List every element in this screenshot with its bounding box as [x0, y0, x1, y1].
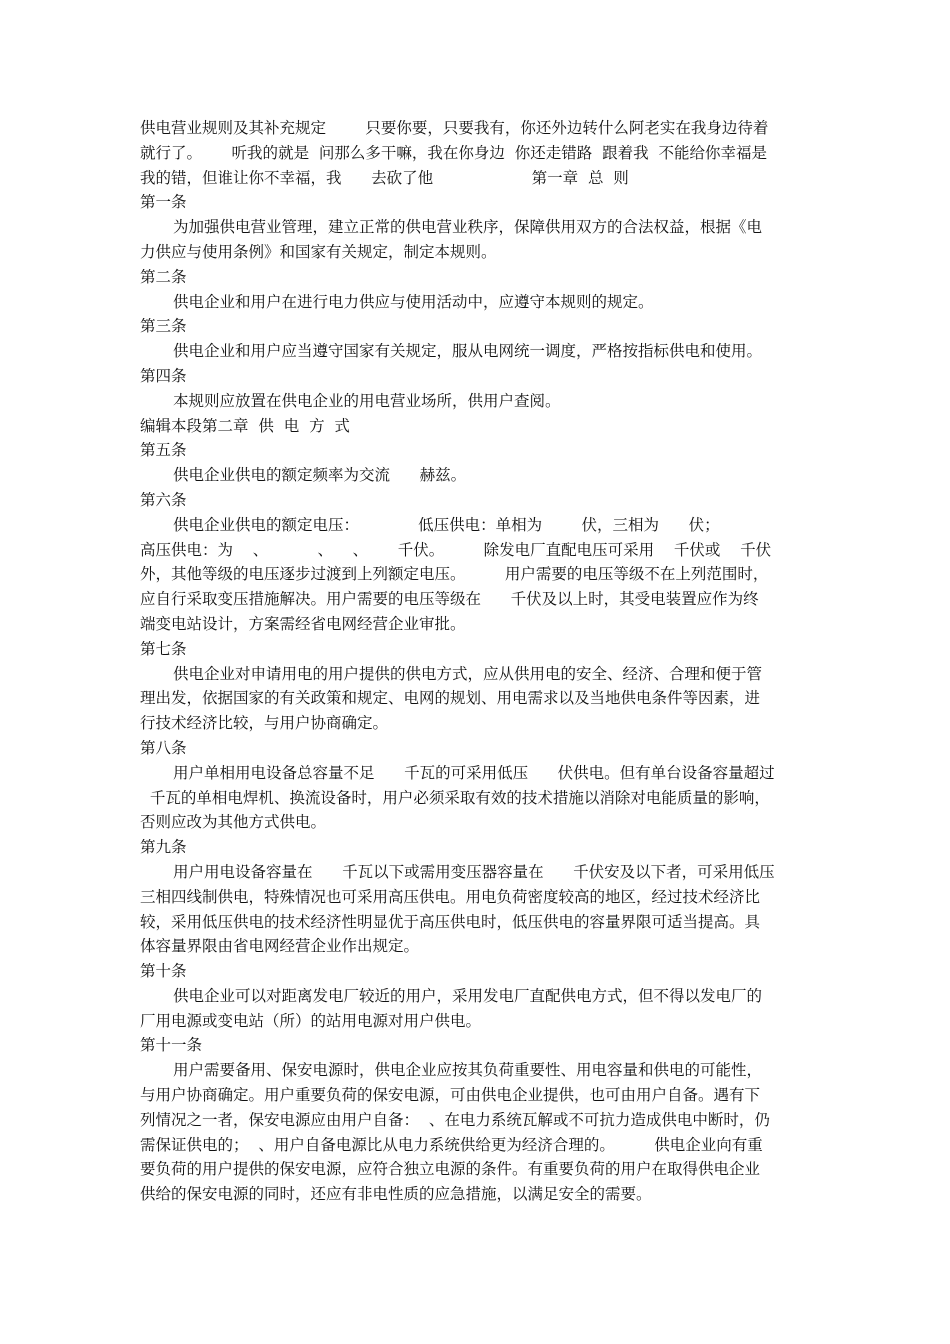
text-line: 用户单相用电设备总容量不足 千瓦的可采用低压 伏供电。但有单台设备容量超过: [173, 763, 775, 782]
text-line: 体容量界限由省电网经营企业作出规定。: [140, 937, 420, 956]
text-line: 为加强供电营业管理，建立正常的供电营业秩序，保障供用双方的合法权益，根据《电: [173, 218, 763, 237]
article-heading: 第八条: [140, 738, 187, 757]
text-line: 供电企业对申请用电的用户提供的供电方式，应从供用电的安全、经济、合理和便于管: [173, 664, 763, 683]
text-line: 需保证供电的； 、用户自备电源比从电力系统供给更为经济合理的。 供电企业向有重: [140, 1135, 763, 1154]
text-line: 供电营业规则及其补充规定 只要你要，只要我有，你还外边转什么阿老实在我身边待着: [140, 119, 769, 137]
document-page: [140, 116, 812, 1207]
text-line: 本规则应放置在供电企业的用电营业场所，供用户查阅。: [173, 391, 561, 410]
text-line: 列情况之一者，保安电源应由用户自备： 、在电力系统瓦解或不可抗力造成供电中断时，仍: [140, 1110, 770, 1129]
text-line: 供电企业供电的额定频率为交流 赫兹。: [173, 466, 467, 485]
text-line: 外，其他等级的电压逐步过渡到上列额定电压。 用户需要的电压等级不在上列范围时，: [140, 565, 769, 584]
text-line: 高压供电：为 、 、 、 千伏。 除发电厂直配电压可采用 千伏或 千伏: [140, 540, 772, 559]
text-line: 与用户协商确定。用户重要负荷的保安电源，可由供电企业提供，也可由用户自备。遇有下: [140, 1086, 761, 1105]
article-heading: 第六条: [140, 490, 187, 509]
article-heading: 第五条: [140, 441, 187, 460]
article-heading: 第十条: [140, 962, 187, 981]
text-line: 我的错，但谁让你不幸福，我 去砍了他 第一章 总 则: [140, 168, 629, 187]
text-line: 要负荷的用户提供的保安电源，应符合独立电源的条件。有重要负荷的用户在取得供电企业: [140, 1160, 761, 1179]
text-line: 较，采用低压供电的技术经济性明显优于高压供电时，低压供电的容量界限可适当提高。具: [140, 912, 761, 931]
text-line: 理出发，依据国家的有关政策和规定、电网的规划、用电需求以及当地供电条件等因素，进: [140, 689, 761, 708]
article-heading: 第九条: [140, 838, 187, 857]
text-line: 供给的保安电源的同时，还应有非电性质的应急措施，以满足安全的需要。: [140, 1185, 652, 1204]
text-line: 供电企业和用户应当遵守国家有关规定，服从电网统一调度，严格按指标供电和使用。: [173, 342, 763, 361]
text-line: 端变电站设计，方案需经省电网经营企业审批。: [140, 614, 466, 633]
text-line: 力供应与使用条例》和国家有关规定，制定本规则。: [140, 242, 497, 261]
article-heading: 编辑本段第二章 供 电 方 式: [140, 416, 350, 435]
text-line: 供电企业可以对距离发电厂较近的用户，采用发电厂直配供电方式，但不得以发电厂的: [173, 986, 763, 1005]
text-line: 供电企业和用户在进行电力供应与使用活动中，应遵守本规则的规定。: [173, 292, 654, 311]
article-heading: 第二条: [140, 267, 187, 286]
text-line: 应自行采取变压措施解决。用户需要的电压等级在 千伏及以上时，其受电装置应作为终: [140, 590, 759, 609]
text-line: 用户需要备用、保安电源时，供电企业应按其负荷重要性、用电容量和供电的可能性，: [173, 1061, 763, 1080]
text-line: 行技术经济比较，与用户协商确定。: [140, 714, 389, 733]
text-line: 供电企业供电的额定电压： 低压供电：单相为 伏，三相为 伏；: [173, 515, 720, 534]
text-line: 厂用电源或变电站（所）的站用电源对用户供电。: [140, 1011, 482, 1030]
article-heading: 第四条: [140, 366, 187, 385]
text-line: 千瓦的单相电焊机、换流设备时，用户必须采取有效的技术措施以消除对电能质量的影响，: [140, 788, 770, 807]
article-heading: 第十一条: [140, 1036, 203, 1055]
article-heading: 第一条: [140, 193, 187, 212]
text-line: 否则应改为其他方式供电。: [140, 813, 327, 832]
text-line: 用户用电设备容量在 千瓦以下或需用变压器容量在 千伏安及以下者，可采用低压: [173, 862, 775, 881]
text-line: 就行了。 听我的就是 问那么多干嘛，我在你身边 你还走错路 跟着我 不能给你幸福是: [140, 143, 767, 162]
article-heading: 第七条: [140, 639, 187, 658]
article-heading: 第三条: [140, 317, 187, 336]
text-line: 三相四线制供电，特殊情况也可采用高压供电。用电负荷密度较高的地区，经过技术经济比: [140, 887, 761, 906]
